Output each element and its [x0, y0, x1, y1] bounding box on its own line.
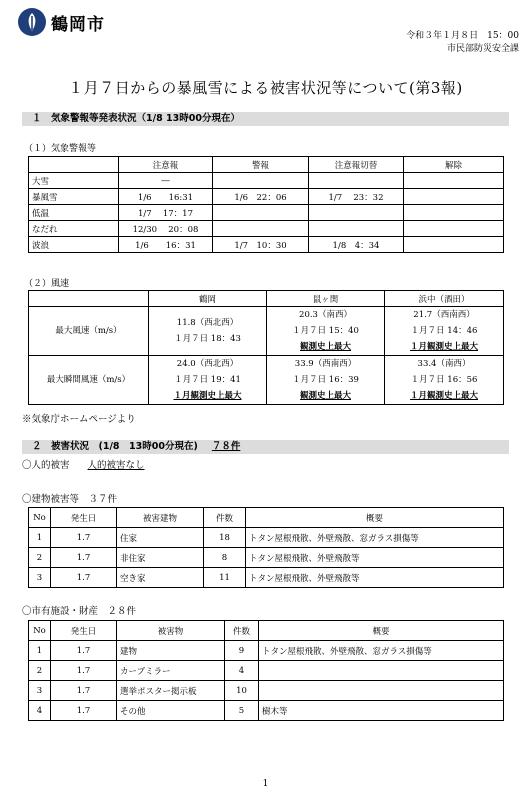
- col-header: 注意報: [119, 157, 213, 173]
- col-header: 浜中（酒田）: [385, 291, 504, 307]
- human-damage-value: 人的被害なし: [87, 460, 145, 471]
- table-row: [29, 568, 504, 588]
- table-row: [29, 307, 504, 356]
- summary: トタン屋根飛散、外壁飛散、窓ガラス損傷等: [259, 641, 504, 661]
- col-header: 鶴岡: [149, 291, 267, 307]
- occur-date: 1.7: [51, 681, 117, 701]
- summary: トタン屋根飛散、外壁飛散、窓ガラス損傷等: [246, 528, 504, 548]
- warning-time: [213, 221, 309, 237]
- col-header: [29, 157, 119, 173]
- city-emblem-icon: [18, 8, 46, 36]
- case-count: 8: [204, 548, 246, 568]
- wind-cell: [385, 356, 504, 405]
- wind-time: １月７日 19：41: [174, 375, 241, 385]
- table-row: [29, 701, 504, 721]
- table-header-row: [29, 157, 504, 173]
- col-header: 概要: [246, 508, 504, 528]
- row-no: 3: [29, 568, 51, 588]
- city-logo-block: [18, 8, 105, 36]
- col-header: No: [29, 508, 51, 528]
- warning-time: [213, 205, 309, 221]
- table-row: [29, 189, 504, 205]
- col-header: 警報: [213, 157, 309, 173]
- wind-cell: [267, 356, 385, 405]
- occur-date: 1.7: [51, 528, 117, 548]
- row-no: 1: [29, 528, 51, 548]
- cancel-time: [404, 221, 504, 237]
- summary: トタン屋根飛散、外壁飛散等: [246, 548, 504, 568]
- advisory-time: 1/7 17：17: [119, 205, 213, 221]
- switch-time: 1/8 4：34: [309, 237, 404, 253]
- col-header: No: [29, 621, 51, 641]
- issue-date: 令和３年１月８日 15：00: [406, 31, 519, 41]
- wind-cell: [385, 307, 504, 356]
- table-row: [29, 173, 504, 189]
- switch-time: [309, 173, 404, 189]
- col-header: 被害建物: [117, 508, 204, 528]
- table-row: [29, 205, 504, 221]
- case-count: 11: [204, 568, 246, 588]
- summary: トタン屋根飛散、外壁飛散等: [246, 568, 504, 588]
- row-no: 1: [29, 641, 51, 661]
- warning-type: なだれ: [29, 221, 119, 237]
- damaged-item: その他: [117, 701, 225, 721]
- occur-date: 1.7: [51, 641, 117, 661]
- table-row: [29, 221, 504, 237]
- table-row: [29, 681, 504, 701]
- occur-date: 1.7: [51, 701, 117, 721]
- city-name: 鶴岡市: [51, 14, 105, 35]
- building-damage-table: [28, 507, 504, 588]
- wind-subheading: （２）風速: [24, 279, 70, 289]
- cancel-time: [404, 205, 504, 221]
- summary: [259, 681, 504, 701]
- damaged-building: 空き家: [117, 568, 204, 588]
- case-count: 9: [225, 641, 259, 661]
- warning-type: 大雪: [29, 173, 119, 189]
- record-note: 観測史上最大: [299, 342, 351, 352]
- col-header: 発生日: [51, 508, 117, 528]
- municipal-damage-table: [28, 620, 504, 721]
- building-damage-heading: 〇建物被害等 ３７件: [22, 494, 118, 505]
- wind-time: １月７日 15：40: [292, 326, 359, 336]
- advisory-time: ―: [119, 173, 213, 189]
- cancel-time: [404, 189, 504, 205]
- col-header: 鼠ヶ関: [267, 291, 385, 307]
- department: 市民部防災安全課: [446, 44, 519, 54]
- human-damage-line: [22, 457, 145, 471]
- warning-type: 暴風雪: [29, 189, 119, 205]
- switch-time: 1/7 23：32: [309, 189, 404, 205]
- page-number: 1: [262, 779, 269, 789]
- human-damage-label: 〇人的被害: [22, 460, 70, 471]
- col-header: 件数: [225, 621, 259, 641]
- case-count: 18: [204, 528, 246, 548]
- document-title: １月７日からの暴風雪による被害状況等について(第3報): [68, 79, 463, 97]
- switch-time: [309, 205, 404, 221]
- record-note: １月観測史上最大: [173, 391, 242, 401]
- row-no: 2: [29, 548, 51, 568]
- table-row: [29, 548, 504, 568]
- damaged-building: 住家: [117, 528, 204, 548]
- record-note: 観測史上最大: [299, 391, 351, 401]
- record-note: １月観測史上最大: [409, 342, 478, 352]
- wind-time: １月７日 16：39: [292, 375, 359, 385]
- row-no: 3: [29, 681, 51, 701]
- table-row: [29, 528, 504, 548]
- section2-heading: ２ 被害状況 (1/8 13時00分現在) ７８件: [22, 440, 509, 454]
- wind-cell: [267, 307, 385, 356]
- col-header: 発生日: [51, 621, 117, 641]
- advisory-time: 1/6 16：31: [119, 237, 213, 253]
- wind-value: 33.4（南西）: [417, 359, 471, 369]
- table-header-row: [29, 508, 504, 528]
- advisory-time: 1/6 16:31: [119, 189, 213, 205]
- occur-date: 1.7: [51, 661, 117, 681]
- wind-row-label: 最大瞬間風速（m/s）: [29, 356, 149, 405]
- damaged-item: 選挙ポスター掲示板: [117, 681, 225, 701]
- row-no: 2: [29, 661, 51, 681]
- source-note: ※気象庁ホームページより: [22, 414, 136, 425]
- advisory-time: 12/30 20：08: [119, 221, 213, 237]
- col-header: 件数: [204, 508, 246, 528]
- wind-time: １月７日 18：43: [174, 334, 241, 344]
- section1-heading: １ 気象警報等発表状況（1/8 13時00分現在）: [22, 112, 509, 126]
- wind-value: 24.0（西北西）: [176, 359, 239, 369]
- col-header: 被害物: [117, 621, 225, 641]
- col-header: [29, 291, 149, 307]
- table-row: [29, 356, 504, 405]
- wind-cell: [149, 356, 267, 405]
- occur-date: 1.7: [51, 568, 117, 588]
- damaged-item: カーブミラー: [117, 661, 225, 681]
- summary: [259, 661, 504, 681]
- warnings-subheading: （１）気象警報等: [24, 144, 97, 154]
- table-header-row: [29, 291, 504, 307]
- wind-row-label: 最大風速（m/s）: [29, 307, 149, 356]
- table-row: [29, 641, 504, 661]
- case-count: 5: [225, 701, 259, 721]
- table-row: [29, 237, 504, 253]
- table-header-row: [29, 621, 504, 641]
- wind-time: １月７日 16：56: [410, 375, 478, 385]
- wind-speed-table: [28, 290, 504, 405]
- record-note: １月観測史上最大: [409, 391, 478, 401]
- damaged-item: 建物: [117, 641, 225, 661]
- warning-time: 1/6 22：06: [213, 189, 309, 205]
- municipal-damage-heading: 〇市有施設・財産 ２８件: [22, 606, 137, 617]
- damage-count: ７８件: [211, 441, 241, 452]
- row-no: 4: [29, 701, 51, 721]
- table-row: [29, 661, 504, 681]
- wind-time: １月７日 14：46: [410, 326, 478, 336]
- summary: 樹木等: [259, 701, 504, 721]
- col-header: 概要: [259, 621, 504, 641]
- warning-type: 波浪: [29, 237, 119, 253]
- warning-time: [213, 173, 309, 189]
- warning-time: 1/7 10：30: [213, 237, 309, 253]
- col-header: 注意報切替: [309, 157, 404, 173]
- wind-cell: [149, 307, 267, 356]
- case-count: 10: [225, 681, 259, 701]
- damaged-building: 非住家: [117, 548, 204, 568]
- case-count: 4: [225, 661, 259, 681]
- wind-value: 20.3（南西）: [299, 310, 352, 320]
- cancel-time: [404, 237, 504, 253]
- date-department-block: [406, 30, 519, 56]
- cancel-time: [404, 173, 504, 189]
- switch-time: [309, 221, 404, 237]
- wind-value: 11.8（西北西）: [176, 318, 239, 328]
- col-header: 解除: [404, 157, 504, 173]
- warning-type: 低温: [29, 205, 119, 221]
- wind-value: 33.9（西南西）: [294, 359, 357, 369]
- warnings-table: [28, 156, 504, 253]
- wind-value: 21.7（西南西）: [413, 310, 475, 320]
- occur-date: 1.7: [51, 548, 117, 568]
